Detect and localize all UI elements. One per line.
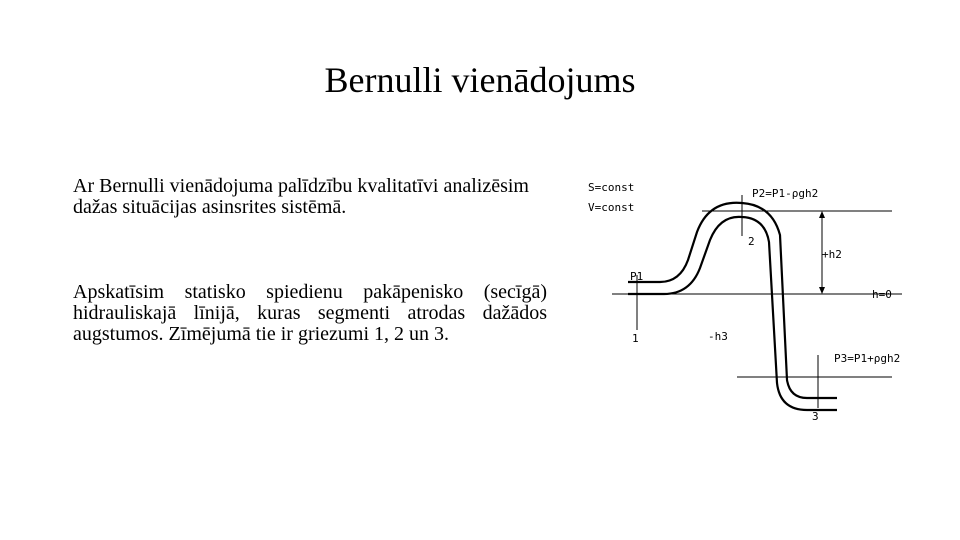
p2-formula-label: P2=P1-ρgh2 [752, 187, 819, 200]
plus-h2-label: +h2 [822, 248, 842, 261]
p3-formula-label: P3=P1+ρgh2 [834, 352, 901, 365]
p1-label: P1 [630, 270, 644, 283]
description-paragraph: Apskatīsim statisko spiedienu pakāpenisko (secīgā) hidrauliskajā līnijā, kuras segmenti atrodas dažādos augstumos. Zīmējumā tie ir griezumi 1, 2 un 3. [73, 281, 547, 345]
section-1-label: 1 [632, 332, 639, 345]
h-zero-label: h=0 [872, 288, 892, 301]
bernulli-pipe-diagram [572, 170, 902, 430]
section-2-label: 2 [748, 235, 755, 248]
v-const-label: V=const [588, 201, 635, 214]
pipe-outer-wall [628, 203, 837, 398]
h2-arrow-head-down [819, 287, 825, 294]
minus-h3-label: -h3 [708, 330, 728, 343]
slide-title: Bernulli vienādojums [324, 60, 636, 100]
h2-arrow-head-up [819, 211, 825, 218]
section-3-label: 3 [812, 410, 819, 423]
intro-paragraph: Ar Bernulli vienādojuma palīdzību kvalitatīvi analizēsim dažas situācijas asinsrites sistēmā. [73, 175, 529, 218]
s-const-label: S=const [588, 181, 635, 194]
pipe-inner-wall [628, 217, 837, 410]
